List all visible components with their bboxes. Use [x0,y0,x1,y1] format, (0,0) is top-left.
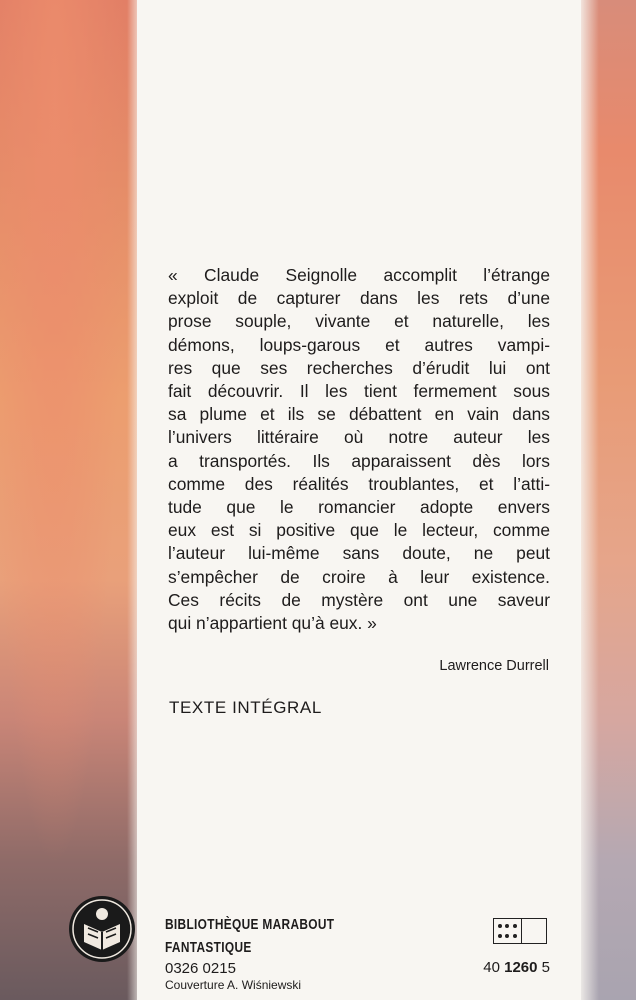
quote-line: s’empêcher de croire à leur existence. [168,566,550,587]
quote-line: sa plume et ils se débattent en vain dans [168,404,550,425]
reference-prefix: 40 [483,959,500,976]
quote-line: tude que le romancier adopte envers [168,497,550,518]
quote-author: Lawrence Durrell [439,658,549,674]
cover-credit: Couverture A. Wiśniewski [165,978,302,992]
quote-line: exploit de capturer dans les rets d’une [168,288,550,309]
reference-number [483,959,550,976]
reference-main: 1260 [504,959,538,976]
quote-line: a transportés. Ils apparaissent dès lors [168,450,550,471]
quote-line: démons, loups-garous et autres vampi- [168,334,550,355]
collection-name: BIBLIOTHÈQUE MARABOUT [165,917,335,933]
quote-line: l’univers littéraire où notre auteur les [168,427,550,448]
edition-note: TEXTE INTÉGRAL [169,698,322,717]
quote-line: res que ses recherches d’érudit lui ont [168,357,550,378]
quote-line: fait découvrir. Il les tient fermement sous [168,381,550,402]
quote-line: prose souple, vivante et naturelle, les [168,311,550,332]
back-cover-quote [168,264,550,635]
quote-line: « Claude Seignolle accomplit l’étrange [168,265,550,285]
catalog-code: 0326 0215 [165,960,236,977]
left-decorative-band [0,0,137,1000]
reference-suffix: 5 [541,959,550,976]
quote-line: qui n’appartient qu’à eux. » [168,613,377,634]
marabout-publisher-logo-icon [67,894,137,964]
quote-line: Ces récits de mystère ont une saveur [168,589,550,610]
right-decorative-band [581,0,636,1000]
quote-line: l’auteur lui-même sans doute, ne peut [168,543,550,564]
quote-line: comme des réalités troublantes, et l’atti- [168,473,550,494]
price-code-box-icon [493,918,547,944]
quote-line: eux est si positive que le lecteur, comme [168,520,550,541]
collection-series: FANTASTIQUE [165,940,252,956]
